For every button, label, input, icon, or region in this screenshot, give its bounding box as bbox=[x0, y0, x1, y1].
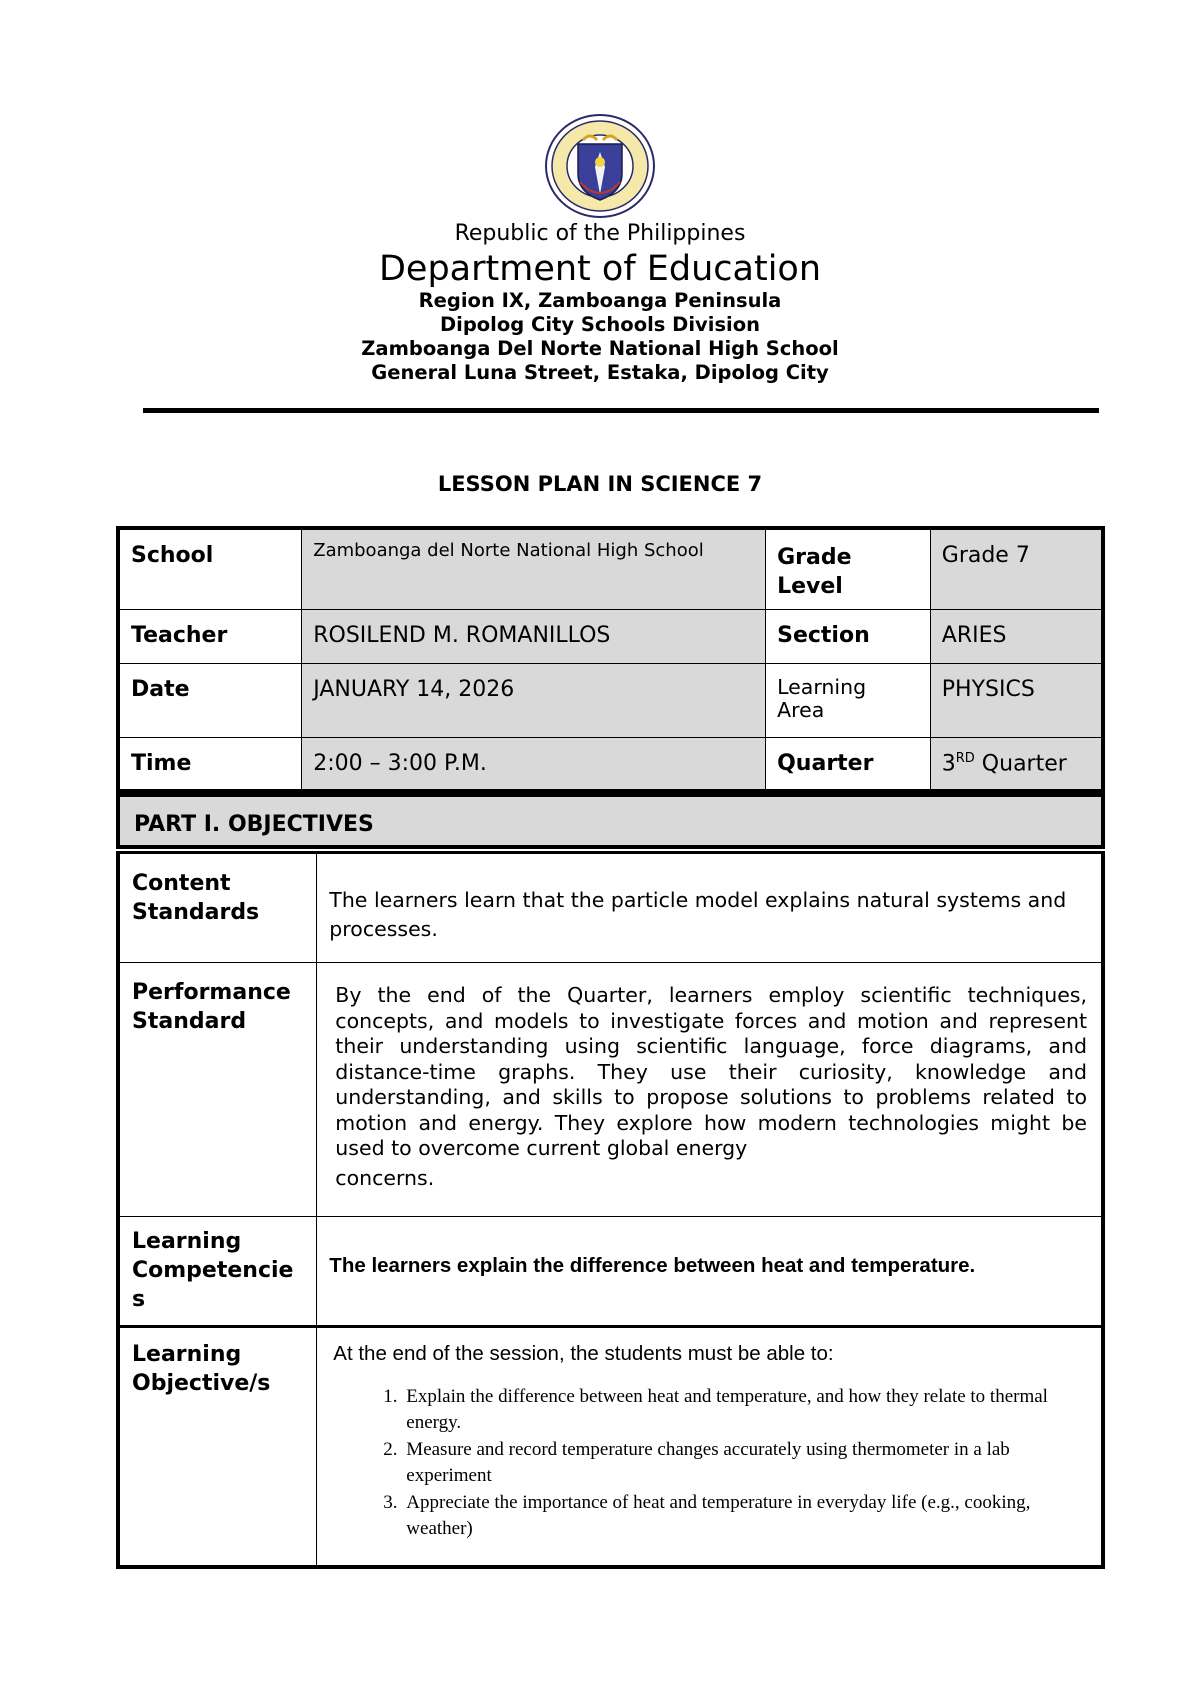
competencies-row bbox=[118, 1217, 1103, 1327]
info-row-date bbox=[118, 663, 1103, 737]
lesson-info-table bbox=[116, 526, 1105, 793]
grade-value: Grade 7 bbox=[930, 528, 1103, 609]
department-name: Department of Education bbox=[378, 249, 822, 289]
info-row-time bbox=[118, 737, 1103, 791]
content-standards-label: Content Standards bbox=[118, 853, 317, 963]
quarter-label: Quarter bbox=[766, 737, 931, 791]
school-value: Zamboanga del Norte National High School bbox=[302, 528, 766, 609]
objective-item-2: 2. Measure and record temperature changes accurately using thermometer in a lab experiment bbox=[402, 1437, 1089, 1489]
section-label: Section bbox=[766, 609, 931, 663]
objective-item-3: 3. Appreciate the importance of heat and temperature in everyday life (e.g., cooking, weather) bbox=[402, 1490, 1089, 1542]
learning-objectives-row bbox=[118, 1327, 1103, 1567]
content-standards-value: The learners learn that the particle model explains natural systems and processes. bbox=[317, 853, 1103, 963]
performance-standard-row bbox=[118, 963, 1103, 1217]
quarter-ordinal: RD bbox=[955, 750, 975, 766]
school-label: School bbox=[118, 528, 302, 609]
quarter-word: Quarter bbox=[974, 750, 1067, 776]
teacher-label: Teacher bbox=[118, 609, 302, 663]
learning-objectives-label: Learning Objective/s bbox=[118, 1327, 317, 1567]
section-value: ARIES bbox=[930, 609, 1103, 663]
info-row-school bbox=[118, 528, 1103, 609]
time-value: 2:00 – 3:00 P.M. bbox=[302, 737, 766, 791]
quarter-number: 3 bbox=[941, 750, 956, 776]
part-objectives-heading bbox=[116, 793, 1105, 849]
objectives-intro: At the end of the session, the students must be able to: bbox=[333, 1342, 834, 1365]
teacher-value: ROSILEND M. ROMANILLOS bbox=[302, 609, 766, 663]
part-objectives-text: PART I. OBJECTIVES bbox=[134, 812, 374, 837]
deped-seal-logo bbox=[543, 112, 657, 220]
competencies-value: The learners explain the difference between heat and temperature. bbox=[317, 1217, 1103, 1327]
address-line: General Luna Street, Estaka, Dipolog City bbox=[371, 361, 829, 384]
page-title: LESSON PLAN IN SCIENCE 7 bbox=[437, 472, 763, 496]
performance-standard-label: Performance Standard bbox=[118, 963, 317, 1217]
learning-area-value: PHYSICS bbox=[930, 663, 1103, 737]
objectives-list bbox=[333, 1384, 1089, 1542]
learning-area-label: Learning Area bbox=[766, 663, 931, 737]
content-standards-row bbox=[118, 853, 1103, 963]
learning-objectives-value bbox=[317, 1327, 1103, 1567]
header-divider bbox=[143, 408, 1099, 413]
objective-item-1: 1. Explain the difference between heat and temperature, and how they relate to thermal energy. bbox=[402, 1384, 1089, 1436]
objectives-table bbox=[116, 851, 1105, 1569]
performance-standard-text: By the end of the Quarter, learners employ scientific techniques, concepts, and models to investigate forces and motion and represent their understanding using scientific language, force diagrams, and distance-time graphs. They use their curiosity, knowledge and understanding, and skills to propose solutions to problems related to motion and energy. They explore how modern technologies might be used to overcome current global energy bbox=[335, 983, 1087, 1160]
performance-standard-value bbox=[317, 963, 1103, 1217]
info-row-teacher bbox=[118, 609, 1103, 663]
school-line: Zamboanga Del Norte National High School bbox=[361, 337, 839, 360]
grade-label: Grade Level bbox=[766, 528, 931, 609]
republic-line: Republic of the Philippines bbox=[454, 221, 746, 246]
quarter-value bbox=[930, 737, 1103, 791]
time-label: Time bbox=[118, 737, 302, 791]
performance-standard-tail: concerns. bbox=[335, 1165, 435, 1190]
competencies-label: Learning Competencie s bbox=[118, 1217, 317, 1327]
region-line: Region IX, Zamboanga Peninsula bbox=[418, 289, 782, 312]
date-value: JANUARY 14, 2026 bbox=[302, 663, 766, 737]
date-label: Date bbox=[118, 663, 302, 737]
division-line: Dipolog City Schools Division bbox=[439, 313, 761, 336]
